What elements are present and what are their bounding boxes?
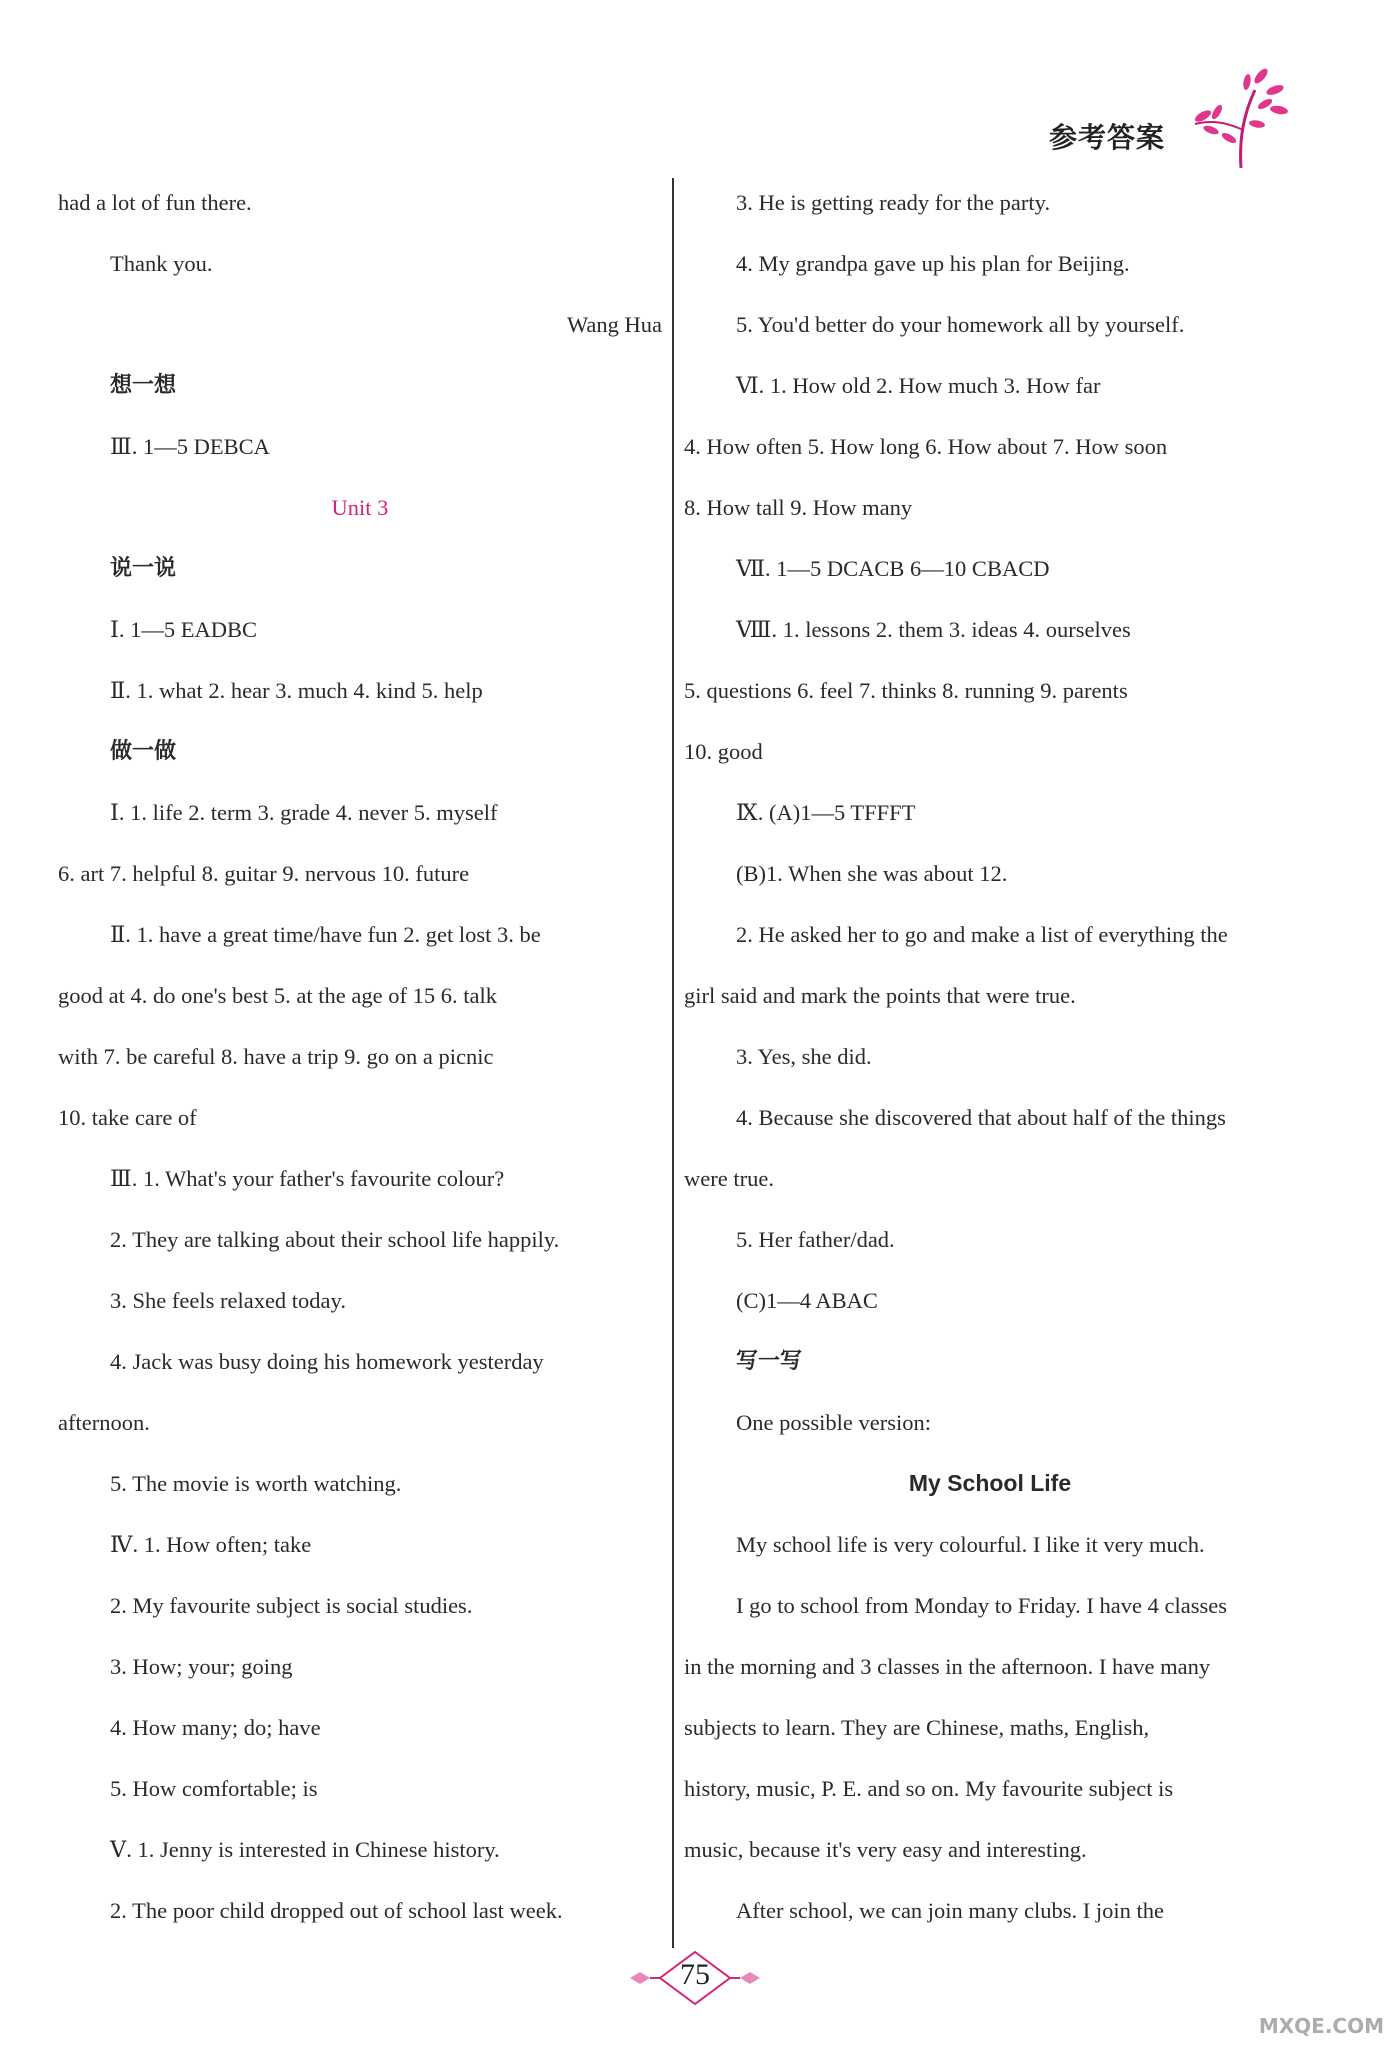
text-line: with 7. be careful 8. have a trip 9. go on a picnic: [58, 1044, 494, 1069]
text-line: 5. Her father/dad.: [736, 1227, 895, 1252]
text-line: subjects to learn. They are Chinese, maths, English,: [684, 1715, 1150, 1740]
section-heading: 做一做: [110, 739, 177, 764]
column-divider: [672, 178, 674, 1948]
text-line: (B)1. When she was about 12.: [736, 861, 1008, 886]
essay-title: My School Life: [908, 1470, 1072, 1496]
text-line: Ⅲ. 1. What's your father's favourite colour?: [110, 1166, 505, 1191]
text-line: 4. How many; do; have: [110, 1715, 321, 1740]
text-line: history, music, P. E. and so on. My favourite subject is: [684, 1776, 1174, 1801]
page-title: 参考答案: [1049, 121, 1166, 154]
section-heading: 说一说: [110, 556, 177, 581]
text-line: girl said and mark the points that were true.: [684, 983, 1076, 1008]
text-line: Ⅶ. 1—5 DCACB 6—10 CBACD: [736, 556, 1050, 581]
text-line: 4. How often 5. How long 6. How about 7. How soon: [684, 434, 1168, 459]
text-line: had a lot of fun there.: [58, 190, 252, 215]
text-line: 2. He asked her to go and make a list of everything the: [736, 922, 1228, 947]
text-line: Ⅰ. 1—5 EADBC: [110, 617, 258, 642]
tree-branch-icon: [1181, 60, 1291, 170]
text-line: 5. questions 6. feel 7. thinks 8. running 9. parents: [684, 678, 1128, 703]
section-heading: 写一写: [736, 1349, 803, 1374]
text-line: 4. Because she discovered that about half of the things: [736, 1105, 1226, 1130]
text-line: 8. How tall 9. How many: [684, 495, 913, 520]
text-line: 3. Yes, she did.: [736, 1044, 872, 1069]
text-line: in the morning and 3 classes in the afternoon. I have many: [684, 1654, 1211, 1679]
text-line: Ⅸ. (A)1—5 TFFFT: [736, 800, 916, 825]
text-line: Ⅳ. 1. How often; take: [110, 1532, 312, 1557]
text-line: 5. You'd better do your homework all by yourself.: [736, 312, 1185, 337]
page-footer: [590, 1948, 800, 2008]
text-line: 3. She feels relaxed today.: [110, 1288, 346, 1313]
text-line: 3. How; your; going: [110, 1654, 293, 1679]
text-line: 10. good: [684, 739, 763, 764]
text-line: Ⅵ. 1. How old 2. How much 3. How far: [736, 373, 1101, 398]
text-line: After school, we can join many clubs. I join the: [736, 1898, 1165, 1923]
text-line: music, because it's very easy and interesting.: [684, 1837, 1087, 1862]
text-line: Ⅲ. 1—5 DEBCA: [110, 434, 270, 459]
text-line: Ⅷ. 1. lessons 2. them 3. ideas 4. ourselves: [736, 617, 1131, 642]
text-line: 10. take care of: [58, 1105, 197, 1130]
text-line: 2. The poor child dropped out of school last week.: [110, 1898, 563, 1923]
signature-line: Wang Hua: [566, 312, 662, 337]
text-line: My school life is very colourful. I like it very much.: [736, 1532, 1205, 1557]
unit-heading: Unit 3: [331, 495, 389, 520]
text-line: 5. How comfortable; is: [110, 1776, 318, 1801]
text-line: Ⅱ. 1. what 2. hear 3. much 4. kind 5. help: [110, 678, 483, 703]
text-line: I go to school from Monday to Friday. I have 4 classes: [736, 1593, 1227, 1618]
text-line: Ⅴ. 1. Jenny is interested in Chinese history.: [110, 1837, 500, 1862]
text-line: 2. They are talking about their school life happily.: [110, 1227, 560, 1252]
text-line: 2. My favourite subject is social studies.: [110, 1593, 473, 1618]
section-heading: 想一想: [110, 373, 177, 398]
text-line: Ⅱ. 1. have a great time/have fun 2. get lost 3. be: [110, 922, 541, 947]
text-line: (C)1—4 ABAC: [736, 1288, 878, 1313]
text-line: 3. He is getting ready for the party.: [736, 190, 1051, 215]
text-line: 6. art 7. helpful 8. guitar 9. nervous 10. future: [58, 861, 470, 886]
text-line: were true.: [684, 1166, 774, 1191]
page-header: [1041, 60, 1291, 170]
watermark: MXQE.COM: [1258, 2014, 1384, 2038]
text-line: Ⅰ. 1. life 2. term 3. grade 4. never 5. myself: [110, 800, 498, 825]
right-column: [684, 172, 1296, 1941]
text-line: 5. The movie is worth watching.: [110, 1471, 402, 1496]
text-line: 4. My grandpa gave up his plan for Beijing.: [736, 251, 1130, 276]
text-line: One possible version:: [736, 1410, 931, 1435]
text-line: afternoon.: [58, 1410, 150, 1435]
text-line: good at 4. do one's best 5. at the age of 15 6. talk: [58, 983, 497, 1008]
page-number: 75: [680, 1958, 710, 1991]
text-line: Thank you.: [110, 251, 213, 276]
left-column: [58, 172, 662, 1941]
text-line: 4. Jack was busy doing his homework yesterday: [110, 1349, 544, 1374]
